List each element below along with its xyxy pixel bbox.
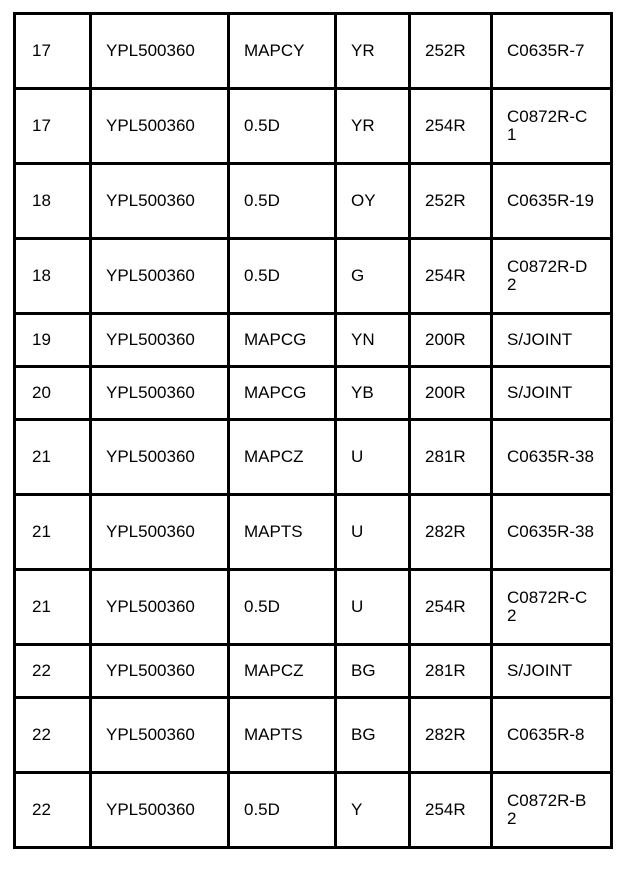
color-code-cell: BG — [336, 698, 410, 773]
color-code-cell: OY — [336, 164, 410, 239]
terminal-cell: 282R — [410, 698, 492, 773]
terminal-cell: 254R — [410, 570, 492, 645]
connector-cell — [492, 495, 612, 570]
connector-label: C0635R-8 — [507, 725, 585, 744]
color-code-cell: YB — [336, 367, 410, 420]
part-number-cell: YPL500360 — [91, 570, 229, 645]
connector-cell — [492, 645, 612, 698]
terminal-cell: 200R — [410, 314, 492, 367]
connector-cell — [492, 14, 612, 89]
row-number-cell: 21 — [15, 570, 91, 645]
row-number-cell: 19 — [15, 314, 91, 367]
terminal-cell: 254R — [410, 89, 492, 164]
part-number-cell: YPL500360 — [91, 698, 229, 773]
connector-cell — [492, 698, 612, 773]
connector-cell — [492, 89, 612, 164]
row-number-cell: 22 — [15, 698, 91, 773]
wiring-table-body — [15, 14, 612, 848]
part-number-cell: YPL500360 — [91, 14, 229, 89]
table-row — [15, 314, 612, 367]
color-code-cell: U — [336, 495, 410, 570]
table-row — [15, 89, 612, 164]
spec-cell: MAPCZ — [229, 645, 336, 698]
terminal-cell: 281R — [410, 645, 492, 698]
spec-cell: 0.5D — [229, 570, 336, 645]
table-row — [15, 495, 612, 570]
row-number-cell: 18 — [15, 164, 91, 239]
part-number-cell: YPL500360 — [91, 645, 229, 698]
part-number-cell: YPL500360 — [91, 495, 229, 570]
spec-cell: MAPCG — [229, 314, 336, 367]
connector-label: S/JOINT — [507, 383, 573, 402]
table-row — [15, 367, 612, 420]
spec-cell: 0.5D — [229, 773, 336, 848]
row-number-cell: 17 — [15, 89, 91, 164]
terminal-cell: 200R — [410, 367, 492, 420]
table-row — [15, 239, 612, 314]
row-number-cell: 20 — [15, 367, 91, 420]
part-number-cell: YPL500360 — [91, 239, 229, 314]
spec-cell: 0.5D — [229, 89, 336, 164]
row-number-cell: 21 — [15, 495, 91, 570]
row-number-cell: 22 — [15, 773, 91, 848]
connector-cell — [492, 773, 612, 848]
part-number-cell: YPL500360 — [91, 164, 229, 239]
connector-label: C0635R-38 — [507, 447, 594, 466]
connector-label: C0635R-19 — [507, 191, 594, 210]
spec-cell: MAPTS — [229, 698, 336, 773]
connector-label: C0635R-7 — [507, 41, 585, 60]
part-number-cell: YPL500360 — [91, 314, 229, 367]
color-code-cell: Y — [336, 773, 410, 848]
row-number-cell: 21 — [15, 420, 91, 495]
connector-cell — [492, 420, 612, 495]
row-number-cell: 22 — [15, 645, 91, 698]
spec-cell: MAPCY — [229, 14, 336, 89]
connector-label: C0872R-D2 — [507, 257, 588, 294]
color-code-cell: YR — [336, 14, 410, 89]
spec-cell: 0.5D — [229, 164, 336, 239]
row-number-cell: 18 — [15, 239, 91, 314]
connector-label: C0635R-38 — [507, 522, 594, 541]
terminal-cell: 254R — [410, 773, 492, 848]
connector-label: C0872R-B2 — [507, 791, 587, 828]
connector-cell — [492, 314, 612, 367]
row-number-cell: 17 — [15, 14, 91, 89]
spec-cell: MAPCZ — [229, 420, 336, 495]
table-row — [15, 645, 612, 698]
table-row — [15, 420, 612, 495]
color-code-cell: G — [336, 239, 410, 314]
part-number-cell: YPL500360 — [91, 367, 229, 420]
connector-cell — [492, 367, 612, 420]
part-number-cell: YPL500360 — [91, 773, 229, 848]
connector-label: S/JOINT — [507, 330, 573, 349]
spec-cell: MAPTS — [229, 495, 336, 570]
color-code-cell: YN — [336, 314, 410, 367]
terminal-cell: 252R — [410, 164, 492, 239]
terminal-cell: 252R — [410, 14, 492, 89]
terminal-cell: 254R — [410, 239, 492, 314]
connector-label: C0872R-C1 — [507, 107, 588, 144]
color-code-cell: YR — [336, 89, 410, 164]
part-number-cell: YPL500360 — [91, 420, 229, 495]
connector-cell — [492, 570, 612, 645]
table-row — [15, 14, 612, 89]
spec-cell: MAPCG — [229, 367, 336, 420]
wiring-table — [13, 12, 613, 849]
color-code-cell: BG — [336, 645, 410, 698]
table-row — [15, 773, 612, 848]
terminal-cell: 282R — [410, 495, 492, 570]
table-row — [15, 164, 612, 239]
part-number-cell: YPL500360 — [91, 89, 229, 164]
terminal-cell: 281R — [410, 420, 492, 495]
color-code-cell: U — [336, 420, 410, 495]
connector-cell — [492, 239, 612, 314]
table-row — [15, 570, 612, 645]
color-code-cell: U — [336, 570, 410, 645]
spec-cell: 0.5D — [229, 239, 336, 314]
connector-label: C0872R-C2 — [507, 588, 588, 625]
connector-label: S/JOINT — [507, 661, 573, 680]
table-row — [15, 698, 612, 773]
connector-cell — [492, 164, 612, 239]
